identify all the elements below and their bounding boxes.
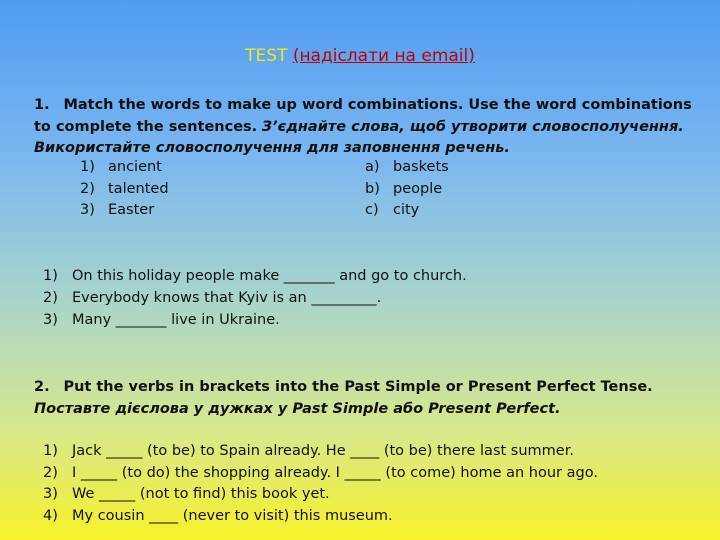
page-title — [0, 46, 720, 66]
task-1-sentence-1: 1) On this holiday people make _______ and go to church. — [43, 268, 467, 284]
task-2-sentence-4: 4) My cousin ____ (never to visit) this museum. — [43, 507, 393, 524]
task-1-sentence-2: 2) Everybody knows that Kyiv is an _________. — [43, 290, 382, 306]
right-word-a: a) baskets — [365, 159, 449, 175]
task-1-instruction-ua: З’єднайте слова, щоб утворити словосполучення. Використайте словосполучення для заповнення речень. — [34, 118, 684, 156]
task-2-sentence-1: 1) Jack _____ (to be) to Spain already. He ____ (to be) there last summer. — [43, 443, 574, 459]
task-1-instruction-en: Match the words to make up word combinations. Use the word combinations to complete the sentences. — [34, 97, 692, 135]
title-email-link[interactable]: (надіслати на email) — [292, 46, 475, 66]
left-word-3: 3) Easter — [80, 202, 155, 218]
task-1-sentence-3: 3) Many _______ live in Ukraine. — [43, 312, 280, 328]
task-2-instruction — [34, 377, 694, 420]
task-2-sentence-2: 2) I _____ (to do) the shopping already. I _____ (to come) home an hour ago. — [43, 464, 598, 481]
task-2-instruction-ua: Поставте дієслова у дужках у Past Simple або Present Perfect. — [34, 400, 561, 417]
title-test: TEST — [245, 46, 293, 66]
task-2-instruction-en: Put the verbs in brackets into the Past Simple or Present Perfect Tense. — [63, 379, 653, 395]
left-word-2: 2) talented — [80, 180, 169, 197]
right-word-c: c) city — [365, 202, 420, 218]
task-2-sentence-3: 3) We _____ (not to find) this book yet. — [43, 486, 330, 502]
task-1-number: 1. — [34, 97, 50, 113]
left-word-1: 1) ancient — [80, 159, 162, 175]
task-1-instruction — [34, 95, 694, 160]
right-word-b: b) people — [365, 180, 443, 197]
task-2-number: 2. — [34, 379, 50, 395]
